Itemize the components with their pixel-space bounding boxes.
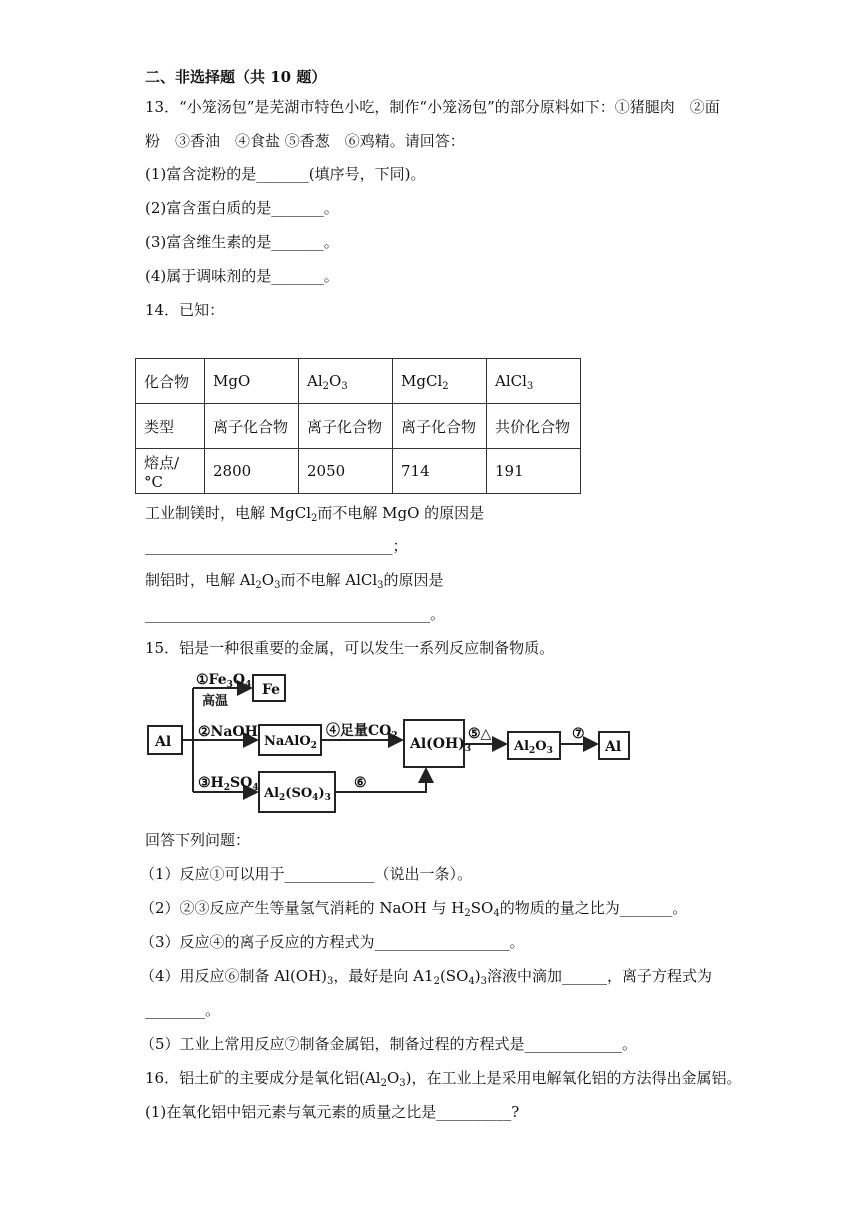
step5-label: ⑤△ [468, 726, 492, 742]
q14-blank-2[interactable]: ______________________________________。 [145, 605, 446, 623]
table-row [136, 359, 581, 404]
q15-part-3: （3）反应④的离子反应的方程式为__________________。 [140, 933, 525, 951]
table-cell: 类型 [136, 404, 205, 449]
al2so4-label: $Al_2(SO_4)_3$ [264, 786, 331, 803]
table-cell: 离子化合物 [299, 404, 393, 449]
q14-blank-1[interactable]: _________________________________； [145, 537, 408, 555]
q13-part-3: (3)富含维生素的是_______。 [145, 233, 339, 251]
step1-condition: 高温 [202, 694, 229, 709]
naalo2-label: NaAlO$_2$ [264, 734, 317, 751]
q13-stem-line2: 粉 ③香油 ④食盐 ⑤香葱 ⑥鸡精。请回答： [145, 132, 465, 150]
al-end-label: Al [605, 739, 622, 755]
table-cell: MgO [205, 359, 299, 404]
q13-stem-line1: 13．“小笼汤包”是芜湖市特色小吃，制作“小笼汤包”的部分原料如下：①猪腿肉 ②面 [145, 98, 720, 116]
section-title: 二、非选择题（共 10 题） [145, 68, 327, 86]
table-cell: 熔点/°C [136, 449, 205, 494]
compound-table [135, 358, 581, 494]
q16-stem: 16．铝土矿的主要成分是氧化铝$(Al_2O_3)$，在工业上是采用电解氧化铝的方法得出金属铝。 [145, 1069, 742, 1089]
al2o3-label: $Al_2O_3$ [514, 739, 553, 756]
step3-label: $③H_2SO_4$ [198, 775, 259, 793]
table-cell: 离子化合物 [205, 404, 299, 449]
aloh3-label: $Al(OH)_3$ [410, 736, 472, 754]
step7-label: ⑦ [572, 726, 585, 742]
q14-text-2: 制铝时，电解 $Al_2O_3$而不电解 AlCl$_3$的原因是 [145, 571, 444, 591]
table-cell: MgCl$_2$ [393, 359, 487, 404]
q15-part-2: （2）②③反应产生等量氢气消耗的 NaOH 与 $H_2SO_4$的物质的量之比为_______。 [140, 899, 688, 919]
table-cell: 2800 [205, 449, 299, 494]
q15-part-4: （4）用反应⑥制备 $Al(OH)_3$，最好是向 $A1_2(SO_4)_3$溶液中滴加______，离子方程式为 [140, 967, 712, 987]
step6-label: ⑥ [354, 775, 367, 791]
table-row [136, 449, 581, 494]
q15-part-1: （1）反应①可以用于____________（说出一条）。 [140, 865, 473, 883]
table-row [136, 404, 581, 449]
q15-part-5: （5）工业上常用反应⑦制备金属铝，制备过程的方程式是_____________。 [140, 1035, 638, 1053]
q15-part-4-blank[interactable]: ________。 [145, 1001, 221, 1019]
table-cell: 共价化合物 [487, 404, 581, 449]
fe-label: Fe [262, 682, 281, 698]
table-cell: $Al_2O_3$ [299, 359, 393, 404]
al-start-label: Al [155, 734, 172, 750]
q16-part-1: (1)在氧化铝中铝元素与氧元素的质量之比是__________? [145, 1103, 520, 1121]
table-cell: 2050 [299, 449, 393, 494]
q13-part-2: (2)富含蛋白质的是_______。 [145, 199, 339, 217]
table-cell: AlCl$_3$ [487, 359, 581, 404]
step1-label: $①Fe_3O_4$ [196, 672, 252, 690]
q15-prompt: 回答下列问题： [145, 831, 251, 849]
step2-label: ②NaOH [198, 724, 258, 740]
table-cell: 离子化合物 [393, 404, 487, 449]
table-cell: 化合物 [136, 359, 205, 404]
step4-label: ④足量$CO_2$ [326, 723, 398, 741]
table-cell: 714 [393, 449, 487, 494]
q14-text-1: 工业制镁时，电解 MgCl$_2$而不电解 MgO 的原因是 [145, 504, 485, 524]
q13-part-1: (1)富含淀粉的是_______(填序号，下同)。 [145, 165, 426, 183]
reaction-flow-diagram [140, 668, 640, 818]
arrow-6 [335, 769, 426, 792]
q14-stem: 14．已知： [145, 301, 225, 319]
q15-stem: 15．铝是一种很重要的金属，可以发生一系列反应制备物质。 [145, 639, 555, 657]
q13-part-4: (4)属于调味剂的是_______。 [145, 267, 339, 285]
table-cell: 191 [487, 449, 581, 494]
